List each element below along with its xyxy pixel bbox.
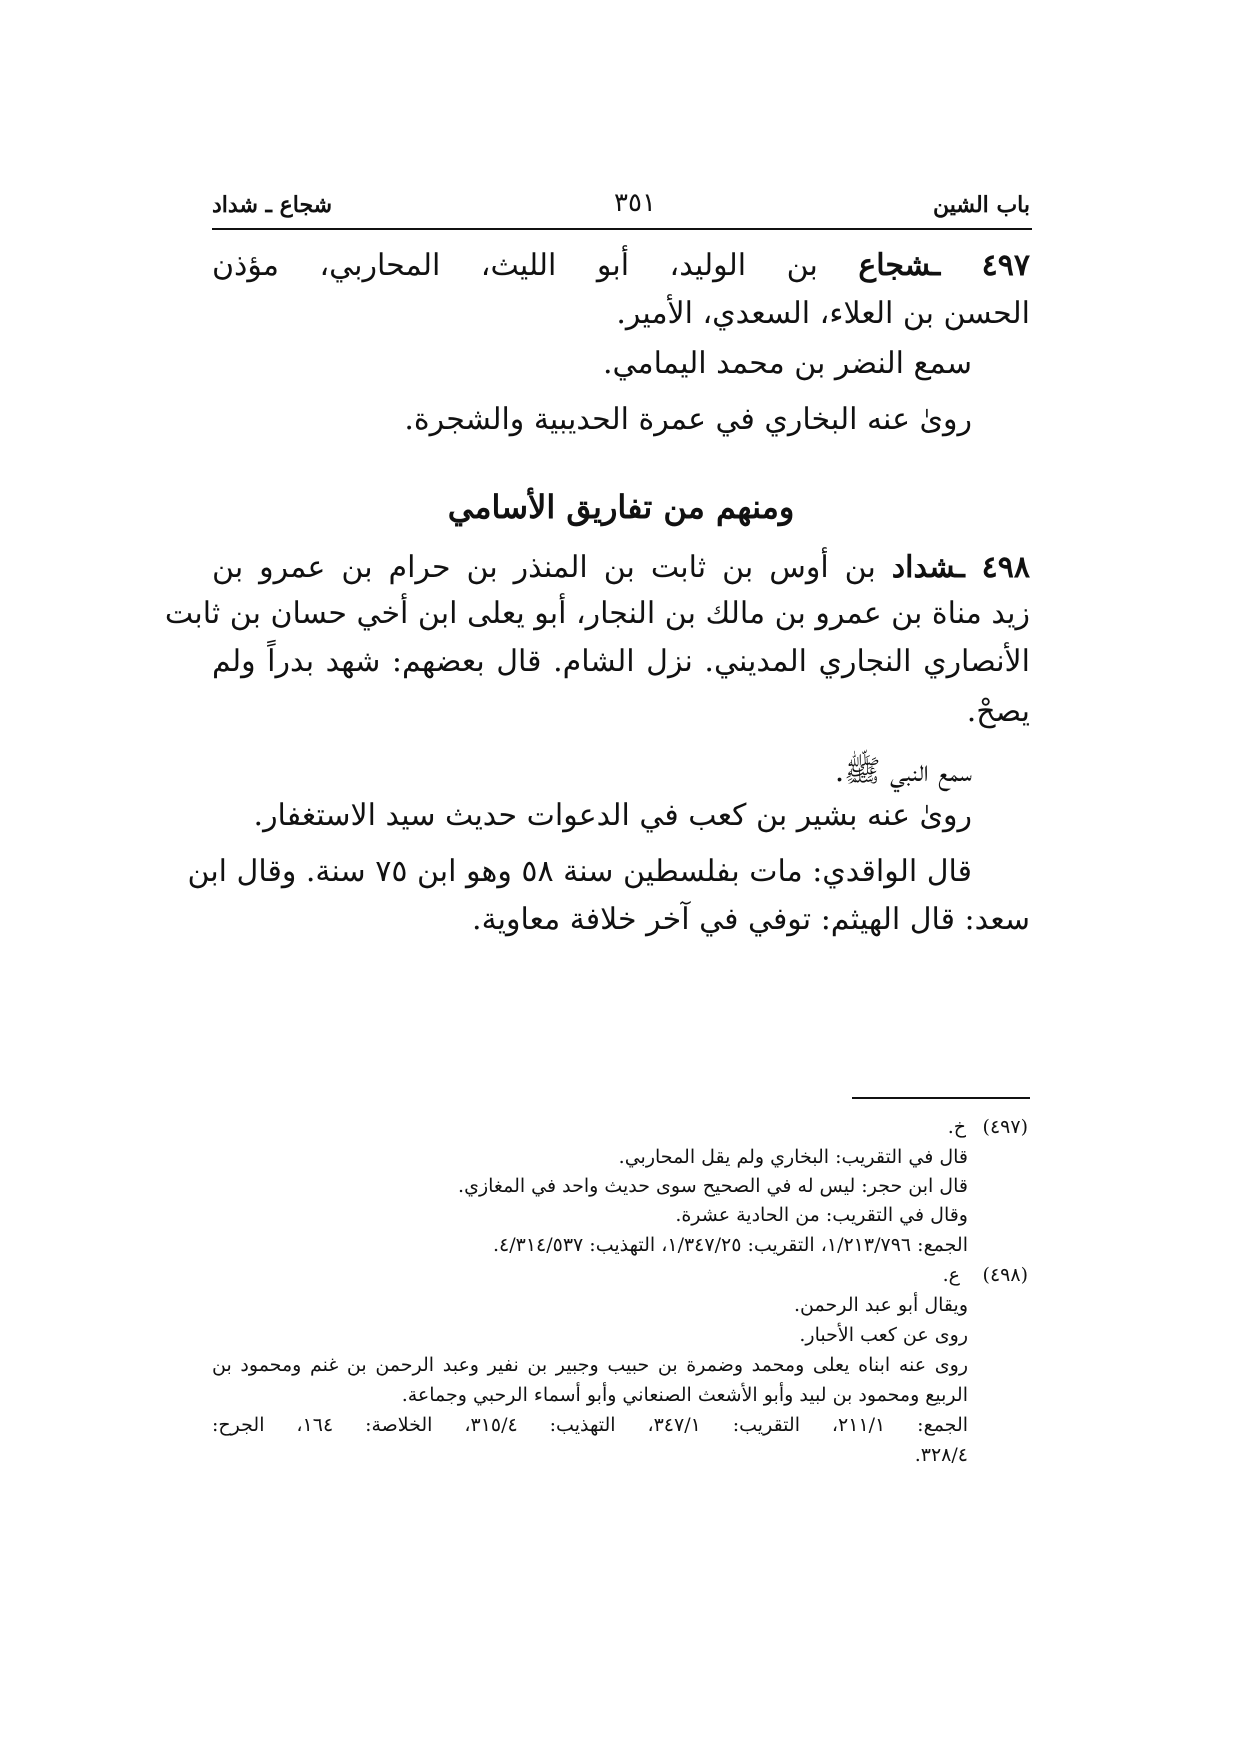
entry-497-line-4: روىٰ عنه البخاري في عمرة الحديبية والشجرة. [404, 402, 972, 437]
header-entries-range: شجاع ـ شداد [212, 192, 333, 218]
footnote-498-line-4: روى عنه ابناه يعلى ومحمد وضمرة بن حبيب وجبير بن نفير وعبد الرحمن بن غنم ومحمود بن [212, 1354, 968, 1376]
section-heading: ومنهم من تفاريق الأسامي [447, 488, 795, 526]
footnote-497-line-5: الجمع: ١/٢١٣/٧٩٦، التقريب: ١/٣٤٧/٢٥، التهذيب: ٤/٣١٤/٥٣٧. [492, 1234, 968, 1256]
entry-name: شجاع [858, 248, 932, 283]
footnote-498-line-1: ع. [942, 1264, 960, 1286]
footnote-divider [852, 1097, 1030, 1099]
header-divider [212, 228, 1032, 230]
entry-498-line-4: يصحْ. [966, 694, 1030, 729]
footnote-497-line-4: وقال في التقريب: من الحادية عشرة. [675, 1204, 968, 1226]
entry-498-line-3: الأنصاري النجاري المديني. نزل الشام. قال بعضهم: شهد بدراً ولم [212, 644, 1031, 679]
entry-text: بن أوس بن ثابت بن المنذر بن حرام بن عمرو بن [212, 550, 876, 585]
entry-498-line-6: روىٰ عنه بشير بن كعب في الدعوات حديث سيد الاستغفار. [253, 798, 972, 833]
footnote-498-ref: (٤٩٨) [982, 1264, 1028, 1286]
entry-497-line-1 [212, 246, 1030, 286]
footnote-497-ref: (٤٩٧) [982, 1116, 1028, 1138]
footnote-497-line-1: خ. [947, 1116, 966, 1138]
entry-text: بن الوليد، أبو الليث، المحاربي، مؤذن [212, 248, 818, 283]
footnote-498-line-3: روى عن كعب الأحبار. [799, 1324, 968, 1346]
entry-498-line-5: سمع النبي ﷺ. [834, 754, 972, 789]
entry-name: شداد [891, 550, 956, 585]
footnote-498-line-6: الجمع: ٢١١/١، التقريب: ٣٤٧/١، التهذيب: ٣١٥/٤، الخلاصة: ١٦٤، الجرح: [212, 1414, 969, 1436]
entry-498-line-1 [212, 548, 1030, 588]
footnote-498-line-5: الربيع ومحمود بن لبيد وأبو الأشعث الصنعاني وأبو أسماء الرحبي وجماعة. [401, 1384, 968, 1406]
footnote-497-line-3: قال ابن حجر: ليس له في الصحيح سوى حديث واحد في المغازي. [458, 1175, 968, 1197]
entry-497-line-3: سمع النضر بن محمد اليمامي. [602, 346, 972, 381]
footnote-498-line-7: ٣٢٨/٤. [914, 1444, 968, 1466]
entry-498-line-8: سعد: قال الهيثم: توفي في آخر خلافة معاوية. [472, 902, 1030, 937]
footnote-497-line-2: قال في التقريب: البخاري ولم يقل المحاربي. [618, 1146, 968, 1168]
entry-497-line-2: الحسن بن العلاء، السعدي، الأمير. [616, 296, 1030, 331]
entry-498-line-7: قال الواقدي: مات بفلسطين سنة ٥٨ وهو ابن ٧٥ سنة. وقال ابن [187, 854, 972, 889]
entry-number: ٤٩٧ ـ [931, 248, 1031, 283]
footnote-498-line-2: ويقال أبو عبد الرحمن. [794, 1294, 968, 1316]
header-page-number: ٣٥١ [614, 188, 656, 218]
entry-498-line-2: زيد مناة بن عمرو بن مالك بن النجار، أبو يعلى ابن أخي حسان بن ثابت [164, 596, 1030, 631]
header-chapter-title: باب الشين [932, 192, 1030, 218]
entry-number: ٤٩٨ ـ [956, 550, 1030, 585]
